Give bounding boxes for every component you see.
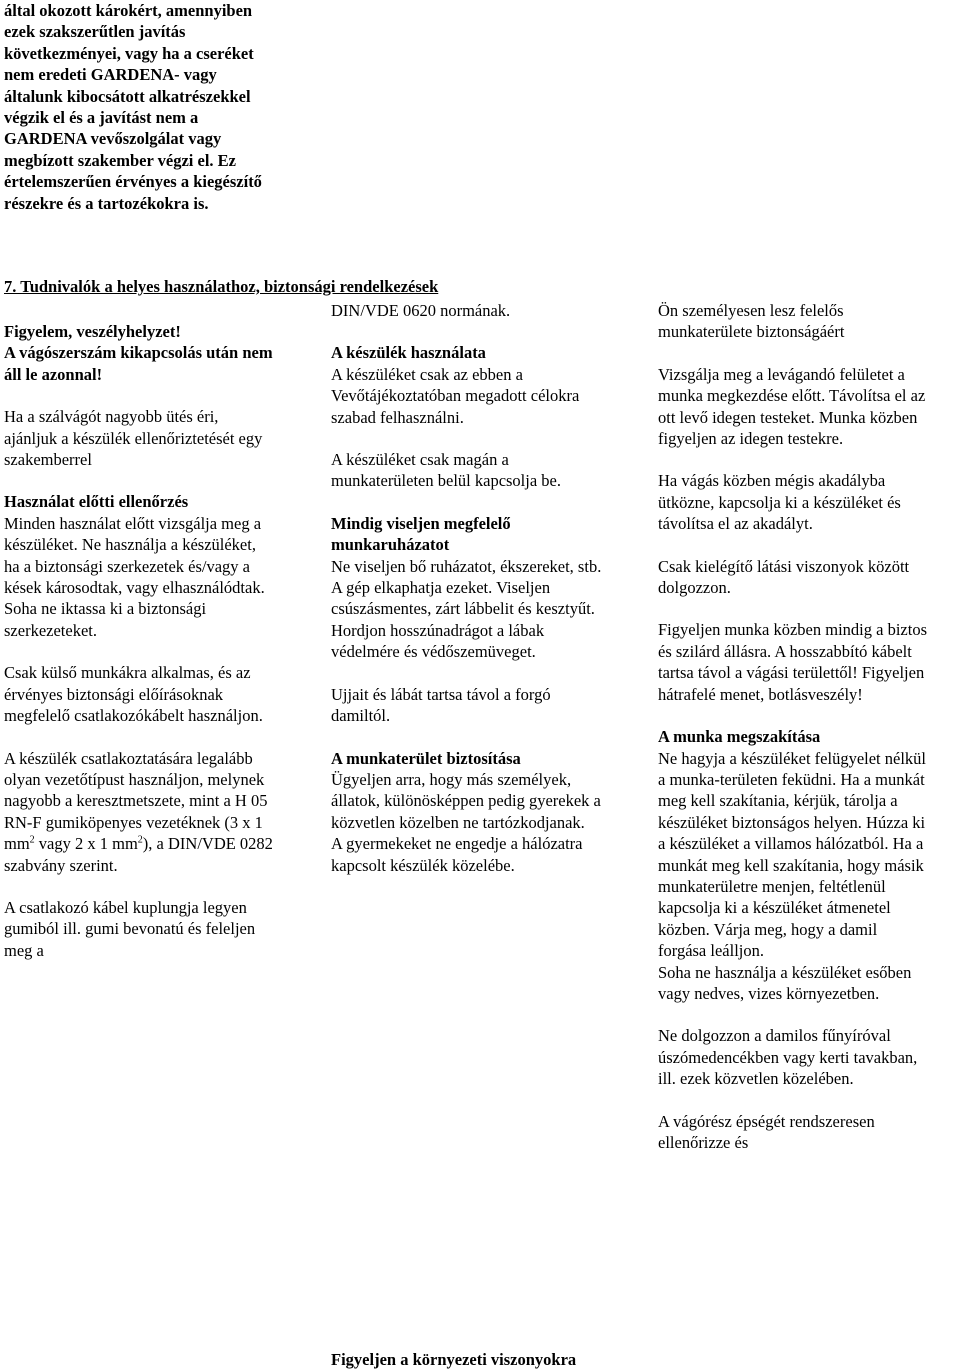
- text-fragment: ), a DIN/VDE 0282: [142, 834, 273, 854]
- text-line: GARDENA vevőszolgálat vagy: [4, 129, 222, 149]
- interrupt-title: A munka megszakítása: [658, 727, 821, 747]
- text-line: ajánljuk a készülék ellenőriztetését egy: [4, 428, 263, 448]
- superscript: 2: [29, 834, 35, 846]
- text-line: Ne viseljen bő ruházatot, ékszereket, stb.: [331, 556, 602, 576]
- text-line: Ne hagyja a készüléket felügyelet nélkül: [658, 748, 927, 768]
- text-line: következményei, vagy ha a cseréket: [4, 43, 254, 63]
- text-line: A készüléket csak magán a: [331, 450, 509, 470]
- text-line: Figyeljen munka közben mindig a biztos: [658, 620, 927, 640]
- text-line: távolítsa el az akadályt.: [658, 514, 813, 534]
- text-fragment: mm: [4, 834, 30, 854]
- area-title: A munkaterület biztosítása: [331, 748, 521, 768]
- text-line: közvetlen közelben ne tartózkodjanak.: [331, 812, 585, 832]
- text-line: gumiból ill. gumi bevonatú és feleljen: [4, 919, 256, 939]
- text-line: ott levő idegen testeket. Munka közben: [658, 407, 918, 427]
- text-line: [4, 833, 304, 854]
- text-line: közben. Várja meg, hogy a damil: [658, 919, 878, 939]
- text-line: végzik el és a javítást nem a: [4, 108, 199, 128]
- text-line: védelmére és védőszemüveget.: [331, 642, 536, 662]
- text-line: A gyermekeket ne engedje a hálózatra: [331, 834, 583, 854]
- text-line: A készüléket csak az ebben a: [331, 364, 523, 384]
- text-line: Vevőtájékoztatóban megadott célokra: [331, 386, 580, 406]
- text-line: Ha a szálvágót nagyobb ütés éri,: [4, 407, 219, 427]
- text-line: meg a: [4, 940, 44, 960]
- text-line: megfelelő csatlakozókábelt használjon.: [4, 706, 263, 726]
- text-line: csúszásmentes, zárt lábbelit és kesztyűt.: [331, 599, 595, 619]
- text-line: Vizsgálja meg a levágandó felületet a: [658, 364, 905, 384]
- text-line: Soha ne iktassa ki a biztonsági: [4, 599, 207, 619]
- text-line: általunk kibocsátott alkatrészekkel: [4, 86, 251, 106]
- warning-title: Figyelem, veszélyhelyzet!: [4, 322, 181, 341]
- text-line: olyan vezetőtípust használjon, melynek: [4, 769, 265, 789]
- text-line: munkát meg kell szakítania, hogy másik: [658, 855, 924, 875]
- text-line: ill. ezek közvetlen közelében.: [658, 1069, 854, 1089]
- text-line: szabad felhasználni.: [331, 407, 464, 427]
- text-line: Ujjait és lábát tartsa távol a forgó: [331, 684, 551, 704]
- text-line: Csak kielégítő látási viszonyok között: [658, 556, 910, 576]
- text-line: damiltól.: [331, 706, 391, 726]
- text-line: szakemberrel: [4, 450, 92, 470]
- text-line: készüléket biztonságos helyen. Húzza ki: [658, 812, 926, 832]
- text-line: a készüléket a villamos hálózatból. Ha a: [658, 834, 924, 854]
- text-line: Ön személyesen lesz felelős: [658, 301, 844, 320]
- use-title: A készülék használata: [331, 343, 486, 363]
- text-line: Hordjon hosszúnadrágot a lábak: [331, 620, 545, 640]
- text-line: állatok, különösképpen pedig gyerekek a: [331, 791, 601, 811]
- text-line: értelemszerűen érvényes a kiegészítő: [4, 172, 262, 192]
- text-line: Ne dolgozzon a damilos fűnyíróval: [658, 1026, 891, 1046]
- text-line: részekre és a tartozékokra is.: [4, 193, 209, 213]
- text-line: forgása leálljon.: [658, 941, 764, 961]
- warning-line: A vágószerszám kikapcsolás után nem: [4, 343, 273, 363]
- text-line: nagyobb a keresztmetszete, mint a H 05: [4, 791, 268, 811]
- text-line: Ügyeljen arra, hogy más személyek,: [331, 769, 572, 789]
- left-column: [4, 300, 304, 961]
- text-line: munkaterülete biztonságáért: [658, 322, 845, 342]
- text-line: ellenőrizze és: [658, 1133, 749, 1152]
- text-line: a munka-területen feküdni. Ha a munkát: [658, 769, 925, 789]
- text-line: RN-F gumiköpenyes vezetéknek (3 x 1: [4, 812, 263, 832]
- text-line: DIN/VDE 0620 normának.: [331, 301, 511, 320]
- text-line: ütközne, kapcsolja ki a készüléket és: [658, 492, 901, 512]
- text-line: ha a biztonsági szerkezetek és/vagy a: [4, 556, 251, 576]
- text-line: szerkezeteket.: [4, 620, 97, 640]
- text-line: kapcsolt készülék közelébe.: [331, 855, 515, 875]
- text-line: A vágórész épségét rendszeresen: [658, 1111, 875, 1131]
- middle-column: [331, 300, 641, 876]
- text-line: munka megkezdése előtt. Távolítsa el az: [658, 386, 926, 406]
- text-line: A gép elkaphatja ezeket. Viseljen: [331, 578, 551, 598]
- clothing-title: Mindig viseljen megfelelő: [331, 513, 511, 533]
- text-line: kések károsodtak, vagy elhasználódtak.: [4, 578, 265, 598]
- text-line: tartsa távol a vágási területtől! Figyeljen: [658, 663, 925, 683]
- text-line: figyeljen az idegen testekre.: [658, 429, 844, 449]
- text-line: Minden használat előtt vizsgálja meg a: [4, 513, 262, 533]
- text-line: szabvány szerint.: [4, 855, 118, 875]
- section-heading: 7. Tudnivalók a helyes használathoz, biztonsági rendelkezések: [4, 277, 439, 296]
- text-line: A csatlakozó kábel kuplungja legyen: [4, 897, 247, 917]
- text-line: érvényes biztonsági előírásoknak: [4, 684, 224, 704]
- text-line: munkaterületen belül kapcsolja be.: [331, 471, 562, 491]
- footer-heading: Figyeljen a környezeti viszonyokra: [331, 1350, 577, 1369]
- text-line: Csak külső munkákra alkalmas, és az: [4, 663, 251, 683]
- text-line: által okozott károkért, amennyiben: [4, 1, 253, 20]
- clothing-title: munkaruházatot: [331, 535, 450, 555]
- right-column: [658, 300, 960, 1153]
- text-line: nem eredeti GARDENA- vagy: [4, 65, 217, 85]
- text-line: vagy nedves, vizes környezetben.: [658, 983, 880, 1003]
- warning-line: áll le azonnal!: [4, 364, 103, 384]
- top-continuation-text: [4, 0, 304, 214]
- text-line: munkaterületre menjen, feltétlenül: [658, 876, 886, 896]
- text-line: készüléket. Ne használja a készüléket,: [4, 535, 256, 555]
- text-line: és szilárd állásra. A hosszabbító kábelt: [658, 641, 912, 661]
- text-line: dolgozzon.: [658, 578, 731, 598]
- text-line: Soha ne használja a készüléket esőben: [658, 962, 912, 982]
- text-line: megbízott szakember végzi el. Ez: [4, 150, 236, 170]
- text-fragment: vagy 2 x 1 mm: [34, 834, 138, 854]
- text-line: A készülék csatlakoztatására legalább: [4, 748, 253, 768]
- text-line: meg kell szakítania, kérjük, tárolja a: [658, 791, 898, 811]
- text-line: hátrafelé menet, botlásveszély!: [658, 684, 863, 704]
- superscript: 2: [137, 834, 143, 846]
- check-title: Használat előtti ellenőrzés: [4, 492, 189, 512]
- text-line: úszómedencékben vagy kerti tavakban,: [658, 1047, 918, 1067]
- text-line: ezek szakszerűtlen javítás: [4, 22, 186, 42]
- text-line: Ha vágás közben mégis akadályba: [658, 471, 886, 491]
- text-line: kapcsolja ki a készüléket átmenetel: [658, 898, 891, 918]
